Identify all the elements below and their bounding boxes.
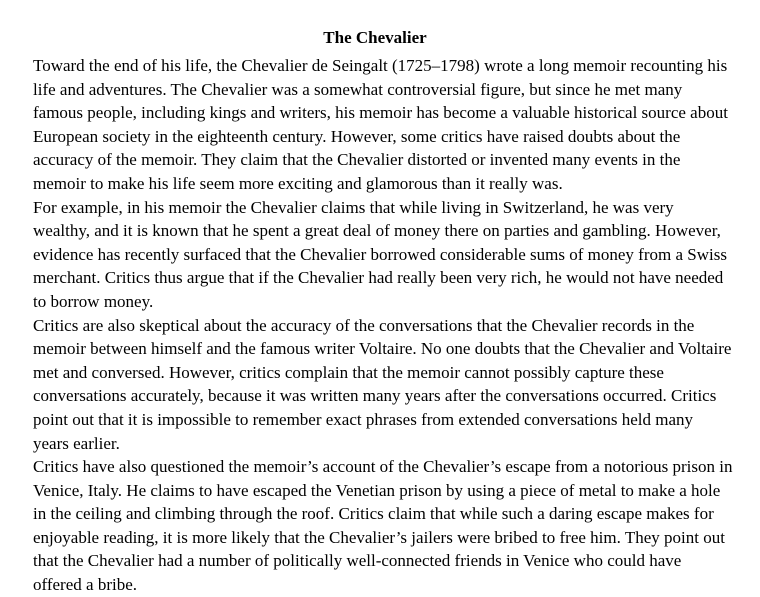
paragraph-voltaire: Critics are also skeptical about the accuracy of the conversations that the Chevalier records in the memoir between himself and the famous writer Voltaire. No one doubts that the Chevalier and Voltaire met and conversed. However, critics complain that the memoir cannot possibly capture these conversations accurately, because it was written many years after the conversations occurred. Critics point out that it is impossible to remember exact phrases from extended conversations held many years earlier. [33, 315, 732, 453]
paragraph-wealth: For example, in his memoir the Chevalier claims that while living in Switzerland, he was very wealthy, and it is known that he spent a great deal of money there on parties and gambling. However, evidence has recently surfaced that the Chevalier borrowed considerable sums of money from a Swiss merchant. Critics thus argue that if the Chevalier had really been very rich, he would not have needed to borrow money. [33, 197, 727, 311]
document-title: The Chevalier [323, 28, 427, 47]
paragraph-intro: Toward the end of his life, the Chevalier de Seingalt (1725–1798) wrote a long memoir recounting his life and adventures. The Chevalier was a somewhat controversial figure, but since he met many famous people, including kings and writers, his memoir has become a valuable historical source about European society in the eighteenth century. However, some critics have raised doubts about the accuracy of the memoir. They claim that the Chevalier distorted or invented many events in the memoir to make his life seem more exciting and glamorous than it really was. [33, 56, 728, 193]
paragraph-escape: Critics have also questioned the memoir’s account of the Chevalier’s escape from a notorious prison in Venice, Italy. He claims to have escaped the Venetian prison by using a piece of metal to make a hole in the ceiling and climbing through the roof. Critics claim that while such a daring escape makes for enjoyable reading, it is more likely that the Chevalier’s jailers were bribed to free him. They point out that the Chevalier had a number of politically well-connected friends in Venice who could have offered a bribe. [33, 457, 733, 595]
document-page [33, 26, 733, 597]
